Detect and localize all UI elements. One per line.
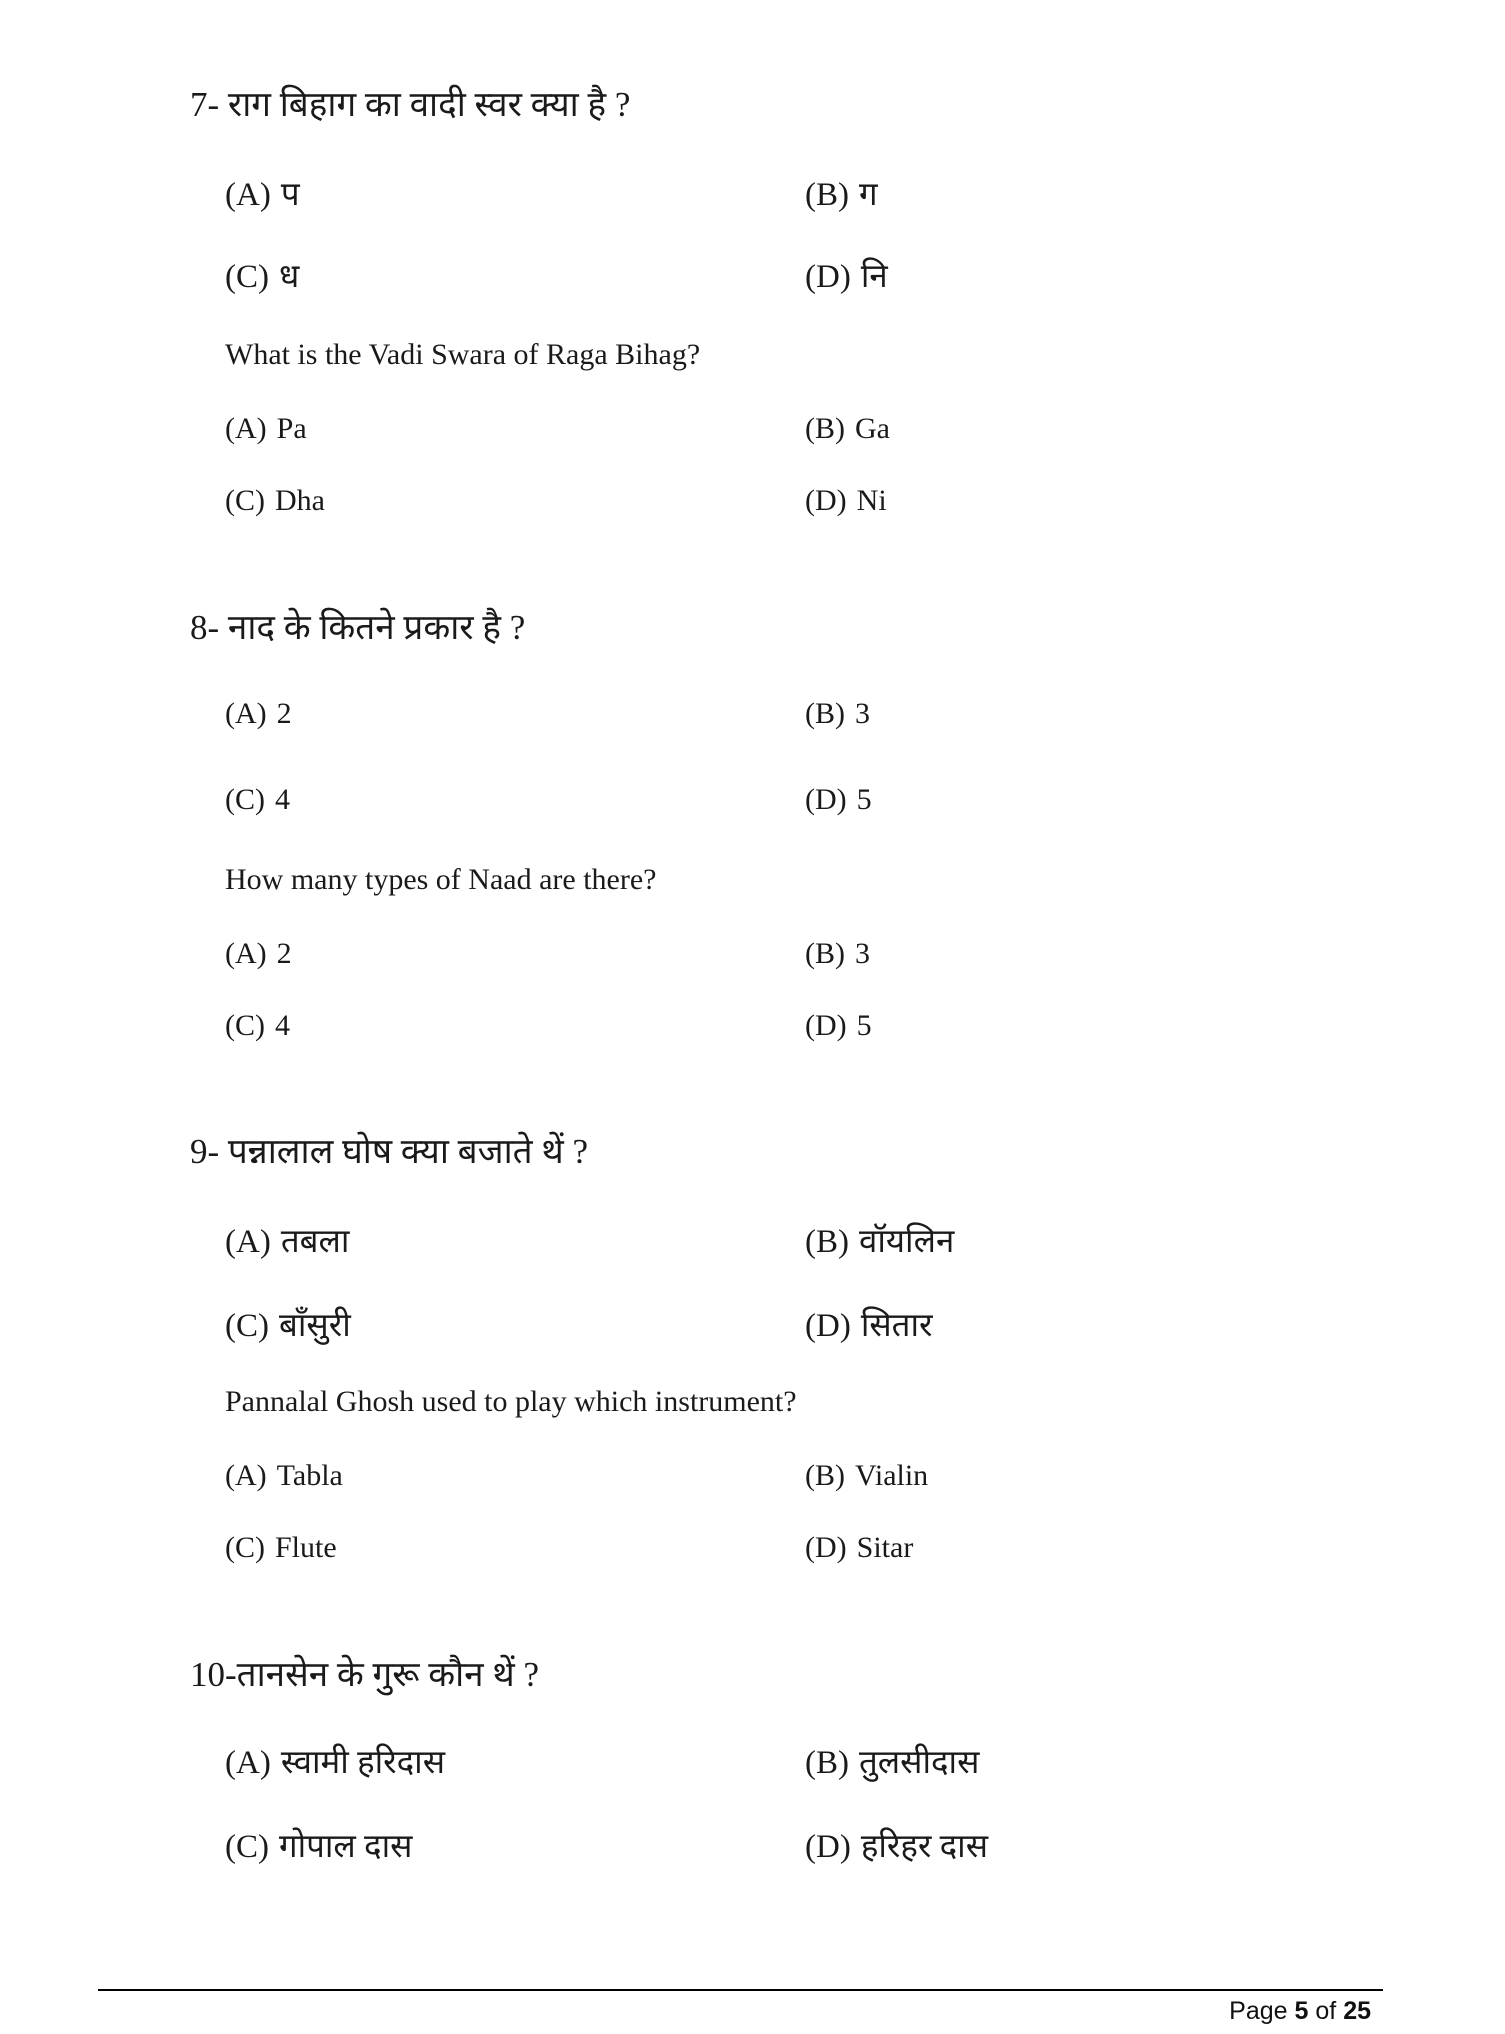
- option-c-hindi: (C) ध: [225, 259, 300, 295]
- question-english: How many types of Naad are there?: [225, 863, 657, 896]
- option-c-hindi: (C) बाँसुरी: [225, 1308, 351, 1344]
- option-c-hindi: (C) 4: [225, 783, 290, 816]
- page-number: Page 5 of 25: [1229, 1997, 1371, 2025]
- option-d-hindi: (D) हरिहर दास: [805, 1829, 989, 1865]
- question-english: Pannalal Ghosh used to play which instrument?: [225, 1385, 797, 1418]
- option-b-english: (B) Vialin: [805, 1459, 929, 1492]
- question-hindi: 10-तानसेन के गुरू कौन थें ?: [190, 1655, 539, 1694]
- option-a-hindi: (A) 2: [225, 697, 292, 730]
- option-b-english: (B) Ga: [805, 412, 890, 445]
- option-c-english: (C) 4: [225, 1009, 290, 1042]
- option-d-hindi: (D) 5: [805, 783, 872, 816]
- option-a-english: (A) Tabla: [225, 1459, 343, 1492]
- option-c-english: (C) Dha: [225, 484, 325, 517]
- option-b-hindi: (B) वॉयलिन: [805, 1224, 955, 1260]
- option-a-hindi: (A) तबला: [225, 1224, 350, 1260]
- option-a-hindi: (A) स्वामी हरिदास: [225, 1745, 446, 1781]
- question-hindi: 8- नाद के कितने प्रकार है ?: [190, 608, 526, 647]
- option-d-english: (D) Ni: [805, 484, 887, 517]
- option-d-hindi: (D) सितार: [805, 1308, 933, 1344]
- option-a-english: (A) Pa: [225, 412, 307, 445]
- option-d-english: (D) Sitar: [805, 1531, 914, 1564]
- option-c-hindi: (C) गोपाल दास: [225, 1829, 413, 1865]
- question-english: What is the Vadi Swara of Raga Bihag?: [225, 338, 701, 371]
- option-d-english: (D) 5: [805, 1009, 872, 1042]
- option-c-english: (C) Flute: [225, 1531, 337, 1564]
- option-b-english: (B) 3: [805, 937, 870, 970]
- option-b-hindi: (B) तुलसीदास: [805, 1745, 980, 1781]
- option-d-hindi: (D) नि: [805, 259, 888, 295]
- option-a-hindi: (A) प: [225, 177, 300, 213]
- question-hindi: 7- राग बिहाग का वादी स्वर क्या है ?: [190, 85, 631, 124]
- footer-divider: [98, 1989, 1383, 1991]
- option-b-hindi: (B) 3: [805, 697, 870, 730]
- option-a-english: (A) 2: [225, 937, 292, 970]
- option-b-hindi: (B) ग: [805, 177, 878, 213]
- question-hindi: 9- पन्नालाल घोष क्या बजाते थें ?: [190, 1132, 589, 1171]
